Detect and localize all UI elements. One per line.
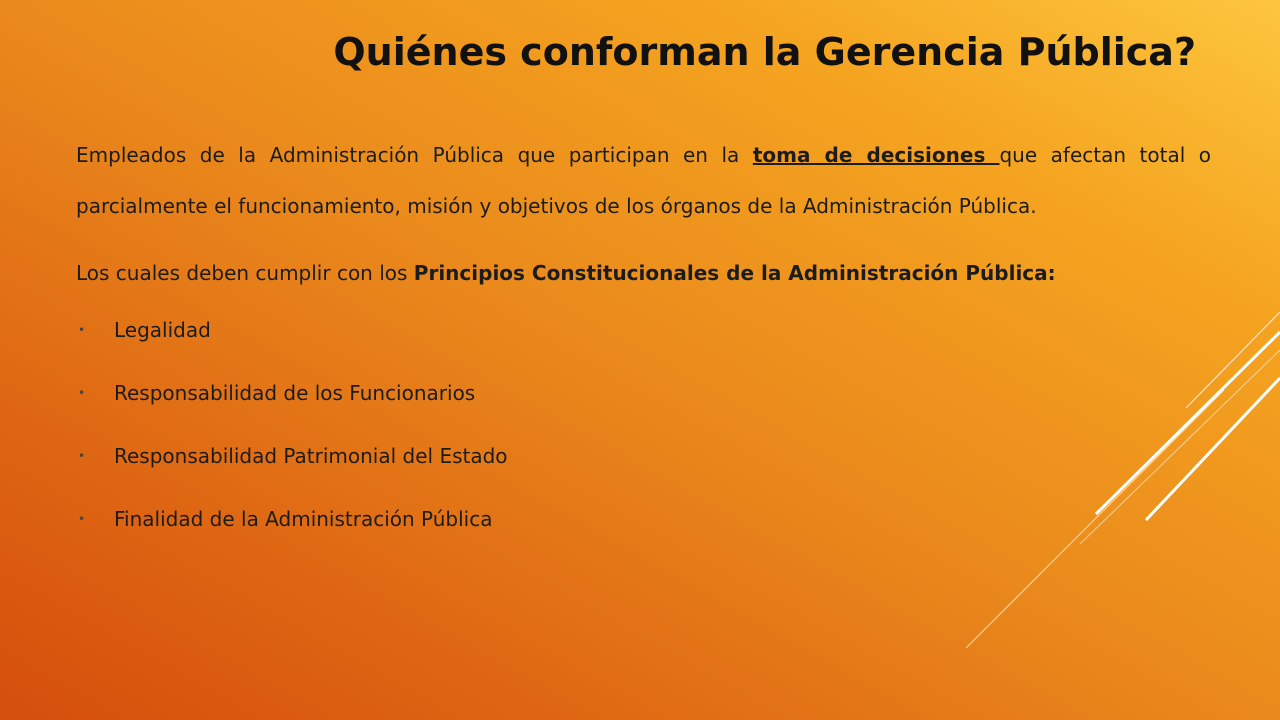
list-item <box>76 378 1211 408</box>
list-item <box>76 441 1211 471</box>
paragraph-definition <box>76 130 1211 232</box>
paragraph-principles-start: Los cuales deben cumplir con los <box>76 261 414 285</box>
bullet-icon: • <box>78 449 86 463</box>
principles-list <box>76 315 1211 534</box>
bullet-icon: • <box>78 323 86 337</box>
list-item <box>76 315 1211 345</box>
list-item-label: Finalidad de la Administración Pública <box>114 507 493 531</box>
slide-body <box>76 130 1211 567</box>
slide-title: Quiénes conforman la Gerencia Pública? <box>333 30 1196 74</box>
paragraph-definition-start: Empleados de la Administración Pública que participan en la <box>76 143 753 167</box>
paragraph-definition-end: que afectan total o parcialmente el funcionamiento, misión y objetivos de los órganos de la Administración Pública. <box>76 143 1211 218</box>
bullet-icon: • <box>78 386 86 400</box>
list-item-label: Legalidad <box>114 318 211 342</box>
paragraph-principles-emphasis: Principios Constitucionales de la Administración Pública: <box>413 261 1056 285</box>
list-item-label: Responsabilidad Patrimonial del Estado <box>114 444 508 468</box>
paragraph-principles <box>76 248 1211 299</box>
bullet-icon: • <box>78 512 86 526</box>
list-item-label: Responsabilidad de los Funcionarios <box>114 381 476 405</box>
list-item <box>76 504 1211 534</box>
paragraph-definition-emphasis: toma de decisiones <box>752 143 1000 167</box>
